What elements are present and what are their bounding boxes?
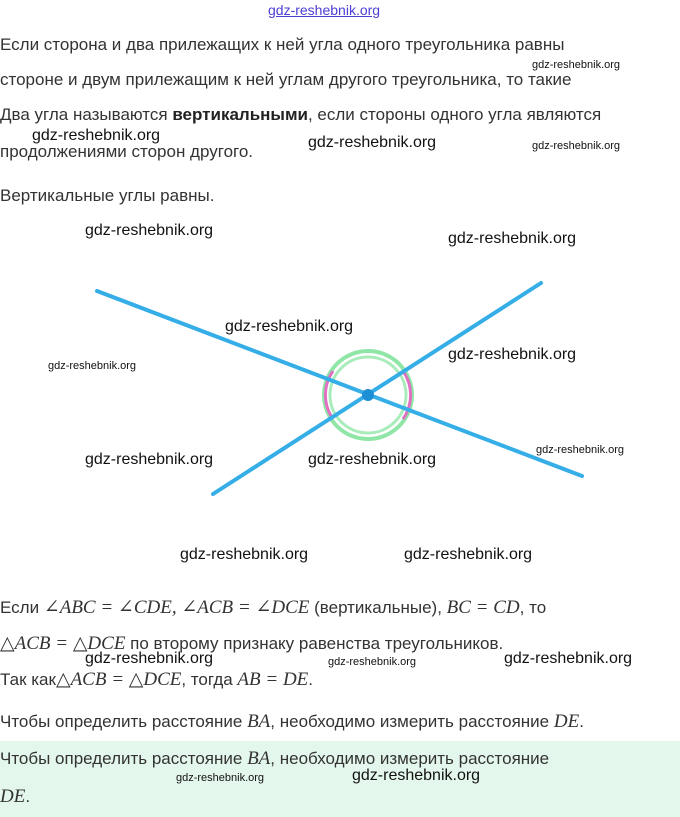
watermark: gdz-reshebnik.org — [448, 346, 577, 363]
math-expr: DE — [0, 786, 26, 807]
text-span: . — [25, 787, 31, 806]
text-span: , если стороны одного угла являются — [307, 105, 602, 124]
intersection-point — [362, 389, 374, 401]
text-span: по второму признаку равенства треугольников. — [125, 634, 504, 653]
theorem-line: Вертикальные углы равны. — [0, 186, 215, 205]
text-span: , необходимо измерить расстояние — [270, 749, 550, 768]
text-span: . — [579, 712, 584, 731]
watermark: gdz-reshebnik.org — [180, 546, 309, 563]
watermark[interactable]: gdz-reshebnik.org — [268, 2, 381, 18]
text-span: Чтобы определить расстояние — [0, 712, 248, 731]
watermark: gdz-reshebnik.org — [532, 140, 621, 152]
math-expr: ∠ABC = ∠CDE, ∠ACB = ∠DCE — [43, 597, 310, 618]
watermark: gdz-reshebnik.org — [308, 451, 437, 468]
text-line: продолжениями сторон другого. — [0, 142, 254, 161]
text-span: Так как — [0, 670, 56, 689]
math-expr: △ACB = △DCE — [55, 669, 182, 690]
watermark: gdz-reshebnik.org — [404, 546, 533, 563]
watermark: gdz-reshebnik.org — [225, 318, 354, 335]
solution-line-2 — [0, 632, 503, 655]
watermark: gdz-reshebnik.org — [536, 444, 625, 456]
watermark: gdz-reshebnik.org — [176, 772, 265, 784]
math-expr: BA — [247, 711, 271, 732]
watermark: gdz-reshebnik.org — [32, 127, 161, 144]
text-span: , тогда — [181, 670, 238, 689]
math-expr: △ACB = △DCE — [0, 633, 126, 654]
solution-line-4 — [0, 711, 584, 733]
watermark: gdz-reshebnik.org — [448, 230, 577, 247]
answer-line-2 — [0, 786, 30, 808]
watermark: gdz-reshebnik.org — [328, 656, 417, 668]
watermark: gdz-reshebnik.org — [504, 650, 633, 667]
solution-line-1 — [0, 596, 546, 619]
watermark: gdz-reshebnik.org — [85, 222, 214, 239]
math-expr: BA — [247, 748, 271, 769]
watermark: gdz-reshebnik.org — [85, 451, 214, 468]
text-span: , то — [519, 598, 547, 617]
text-line: Если сторона и два прилежащих к ней угла одного треугольника равны — [0, 35, 565, 54]
watermark: gdz-reshebnik.org — [48, 360, 137, 372]
text-span: Чтобы определить расстояние — [0, 749, 248, 768]
text-line: стороне и двум прилежащим к ней углам другого треугольника, то такие — [0, 70, 572, 89]
math-expr: AB = DE — [237, 669, 309, 690]
text-span: Если — [0, 598, 44, 617]
text-span: Два угла называются — [0, 105, 173, 124]
watermark: gdz-reshebnik.org — [308, 134, 437, 151]
watermark: gdz-reshebnik.org — [532, 59, 621, 71]
math-expr: BC = CD — [446, 597, 520, 618]
bold-term: вертикальными — [172, 105, 308, 124]
text-span: . — [308, 670, 314, 689]
solution-line-3 — [0, 668, 313, 691]
watermark: gdz-reshebnik.org — [352, 767, 481, 784]
text-span: , необходимо измерить расстояние — [270, 712, 554, 731]
watermark: gdz-reshebnik.org — [85, 650, 214, 667]
text-span: (вертикальные), — [309, 598, 447, 617]
math-expr: DE — [553, 711, 580, 732]
